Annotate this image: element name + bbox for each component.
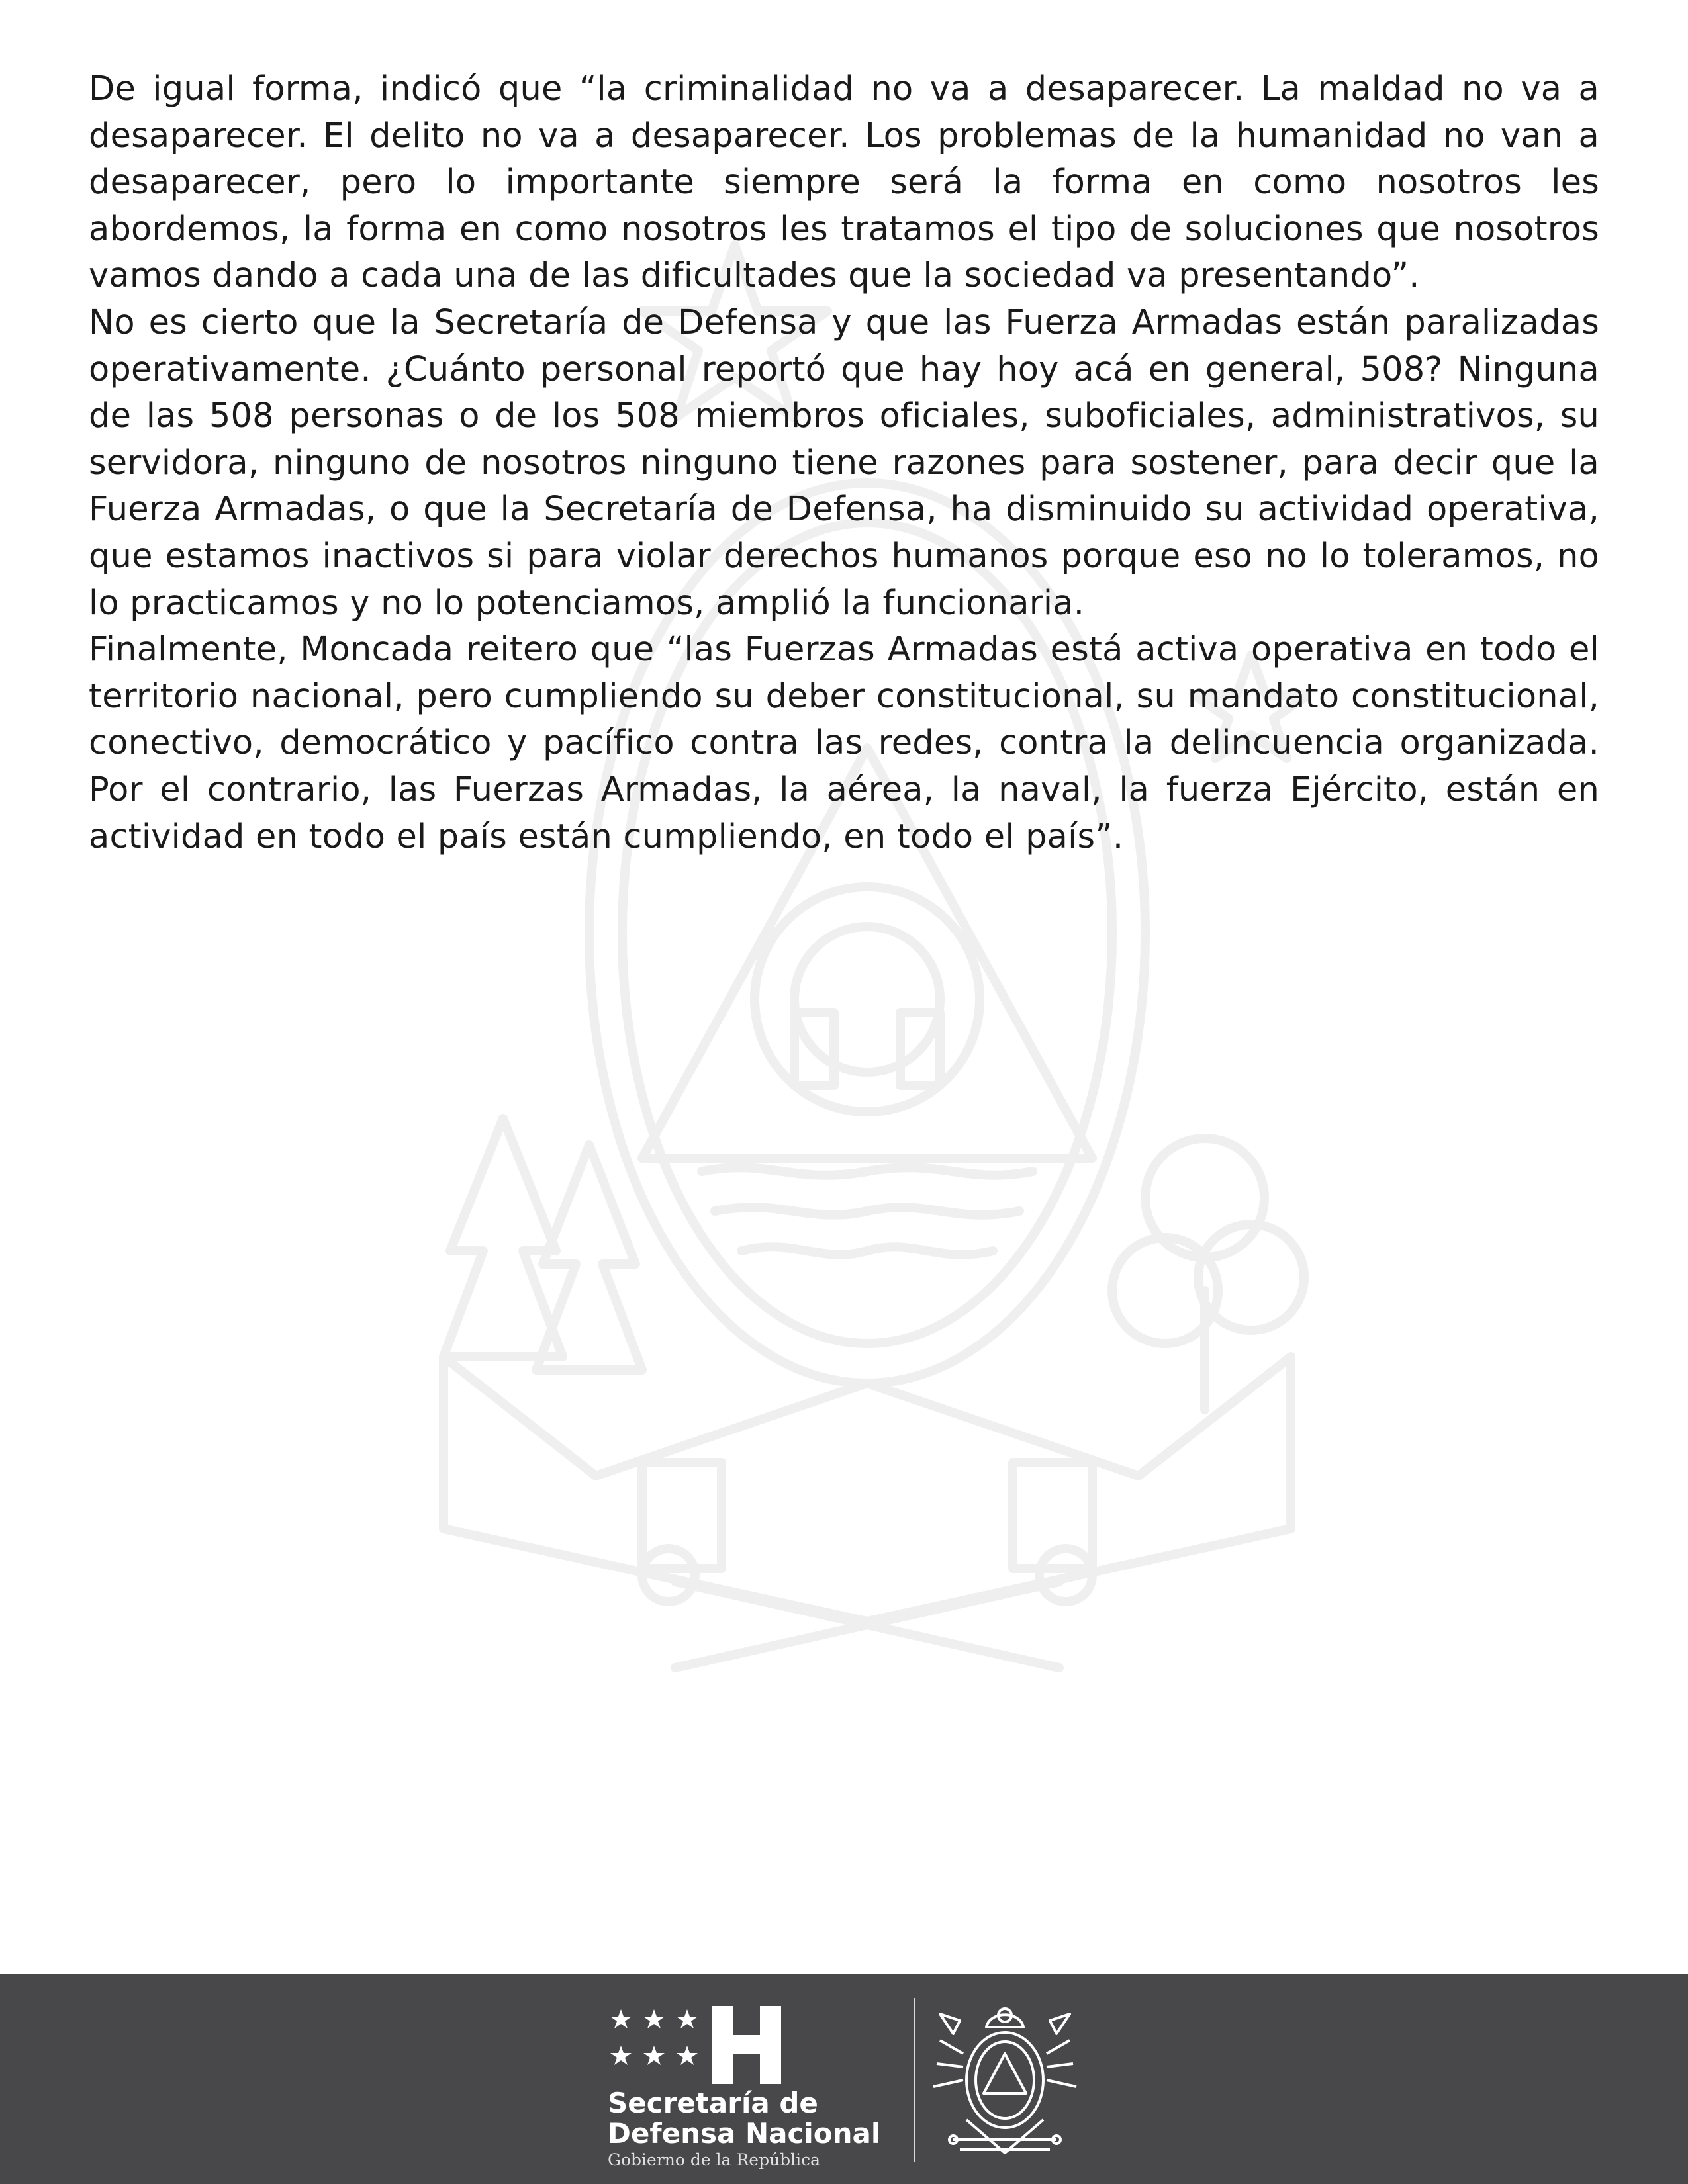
paragraph-1: De igual forma, indicó que “la criminalidad no va a desaparecer. La maldad no va a desaparecer. El delito no va a desaparecer. Los problemas de la humanidad no van a desaparecer, pero lo importante siempre será la forma en como nosotros les abordemos, la forma en como nosotros les tratamos el tipo de soluciones que nosotros vamos dando a cada una de las dificultades que la sociedad va presentando”. <box>89 69 1599 296</box>
paragraph-2: No es cierto que la Secretaría de Defensa y que las Fuerza Armadas están paralizadas operativamente. ¿Cuánto personal reportó que hay hoy acá en general, 508? Ninguna de las 508 personas o de los 508 miembros oficiales, suboficiales, administrativos, su servidora, ninguno de nosotros ninguno tiene razones para sostener, para decir que la Fuerza Armadas, o que la Secretaría de Defensa, ha disminuido su actividad operativa, que estamos inactivos si para violar derechos humanos porque eso no lo toleramos, no lo practicamos y no lo potenciamos, amplió la funcionaria. <box>89 302 1599 623</box>
paragraph-3: Finalmente, Moncada reitero que “las Fuerzas Armadas está activa operativa en todo el territorio nacional, pero cumpliendo su deber constitucional, su mandato constitucional, conectivo, democrático y pacífico contra las redes, contra la delincuencia organizada. Por el contrario, las Fuerzas Armadas, la aérea, la naval, la fuerza Ejército, están en actividad en todo el país están cumpliendo, en todo el país”. <box>89 630 1599 856</box>
footer-bar <box>0 1974 1688 2184</box>
footer-divider <box>914 1998 915 2162</box>
brand-name-line1: Secretaría de <box>608 2087 818 2119</box>
brand-subtitle: Gobierno de la República <box>608 2150 821 2169</box>
document-body <box>89 66 1599 860</box>
stars-icon <box>608 2006 707 2079</box>
h-logo-icon <box>712 2006 781 2084</box>
secretaria-logo <box>608 2006 912 2169</box>
national-coat-of-arms-icon <box>927 2001 1083 2160</box>
brand-name-line2: Defensa Nacional <box>608 2117 881 2150</box>
